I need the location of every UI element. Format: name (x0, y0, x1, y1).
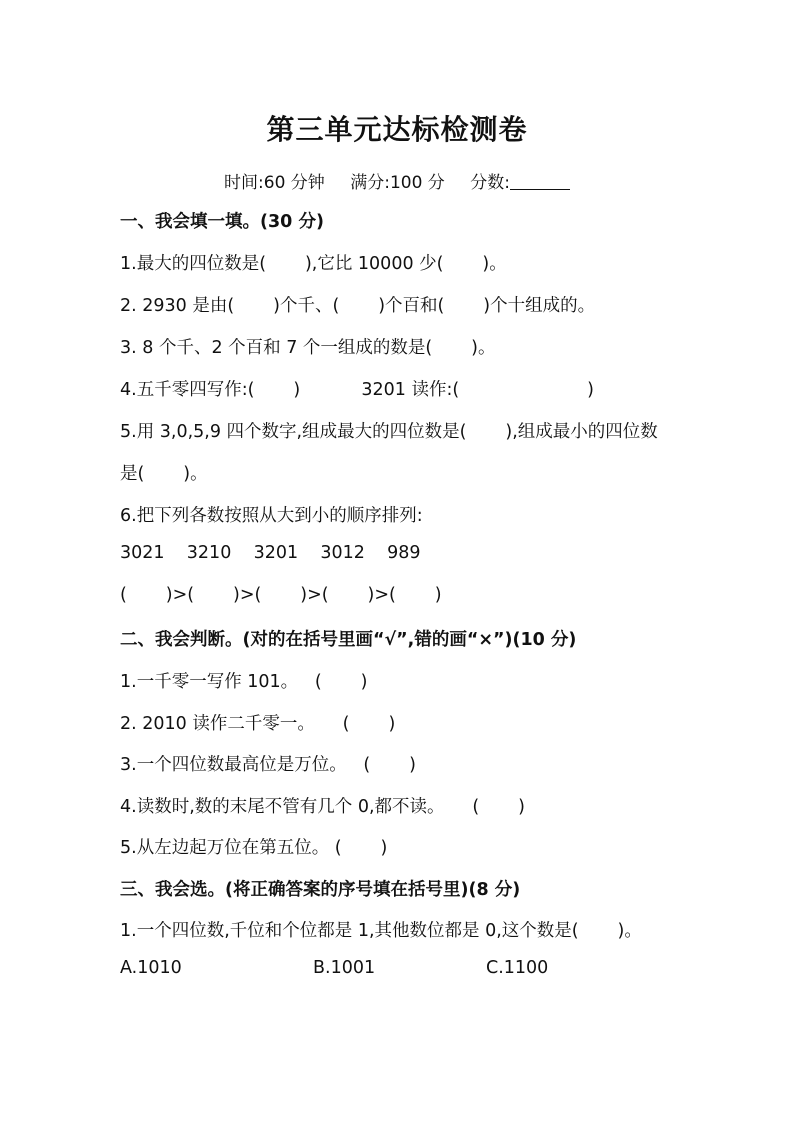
full-score-label: 满分:100 分 (350, 173, 445, 193)
section2-question-1: 1.一千零一写作 101。 ( ) (120, 672, 368, 692)
score-field (470, 173, 570, 193)
exam-info (0, 168, 794, 193)
section3-heading: 三、我会选。(将正确答案的序号填在括号里)(8 分) (120, 880, 521, 900)
section1-heading: 一、我会填一填。(30 分) (120, 212, 324, 232)
section1-question-4: 4.五千零四写作:( ) 3201 读作:( ) (120, 380, 594, 400)
score-label: 分数: (470, 173, 510, 193)
section2-question-4: 4.读数时,数的末尾不管有几个 0,都不读。 ( ) (120, 797, 525, 817)
section1-question-5: 5.用 3,0,5,9 四个数字,组成最大的四位数是( ),组成最小的四位数 (120, 422, 658, 442)
option-a: A.1010 (120, 958, 182, 978)
page-title: 第三单元达标检测卷 (266, 113, 528, 146)
section1-question-3: 3. 8 个千、2 个百和 7 个一组成的数是( )。 (120, 338, 496, 358)
score-blank (510, 173, 570, 190)
section1-question-2: 2. 2930 是由( )个千、( )个百和( )个十组成的。 (120, 296, 596, 316)
section1-question-6-numbers: 3021 3210 3201 3012 989 (120, 543, 421, 563)
option-c: C.1100 (486, 958, 549, 978)
option-b: B.1001 (313, 958, 376, 978)
time-label: 时间:60 分钟 (224, 173, 325, 193)
section2-question-2: 2. 2010 读作二千零一。 ( ) (120, 714, 396, 734)
section1-question-6: 6.把下列各数按照从大到小的顺序排列: (120, 506, 423, 526)
section2-question-3: 3.一个四位数最高位是万位。 ( ) (120, 755, 416, 775)
section2-heading: 二、我会判断。(对的在括号里画“√”,错的画“×”)(10 分) (120, 630, 577, 650)
section1-question-6-blanks: ( )>( )>( )>( )>( ) (120, 585, 442, 605)
section1-question-1: 1.最大的四位数是( ),它比 10000 少( )。 (120, 254, 507, 274)
section3-question-1: 1.一个四位数,千位和个位都是 1,其他数位都是 0,这个数是( )。 (120, 921, 642, 941)
section1-question-5-continued: 是( )。 (120, 464, 208, 484)
section2-question-5: 5.从左边起万位在第五位。 ( ) (120, 838, 388, 858)
